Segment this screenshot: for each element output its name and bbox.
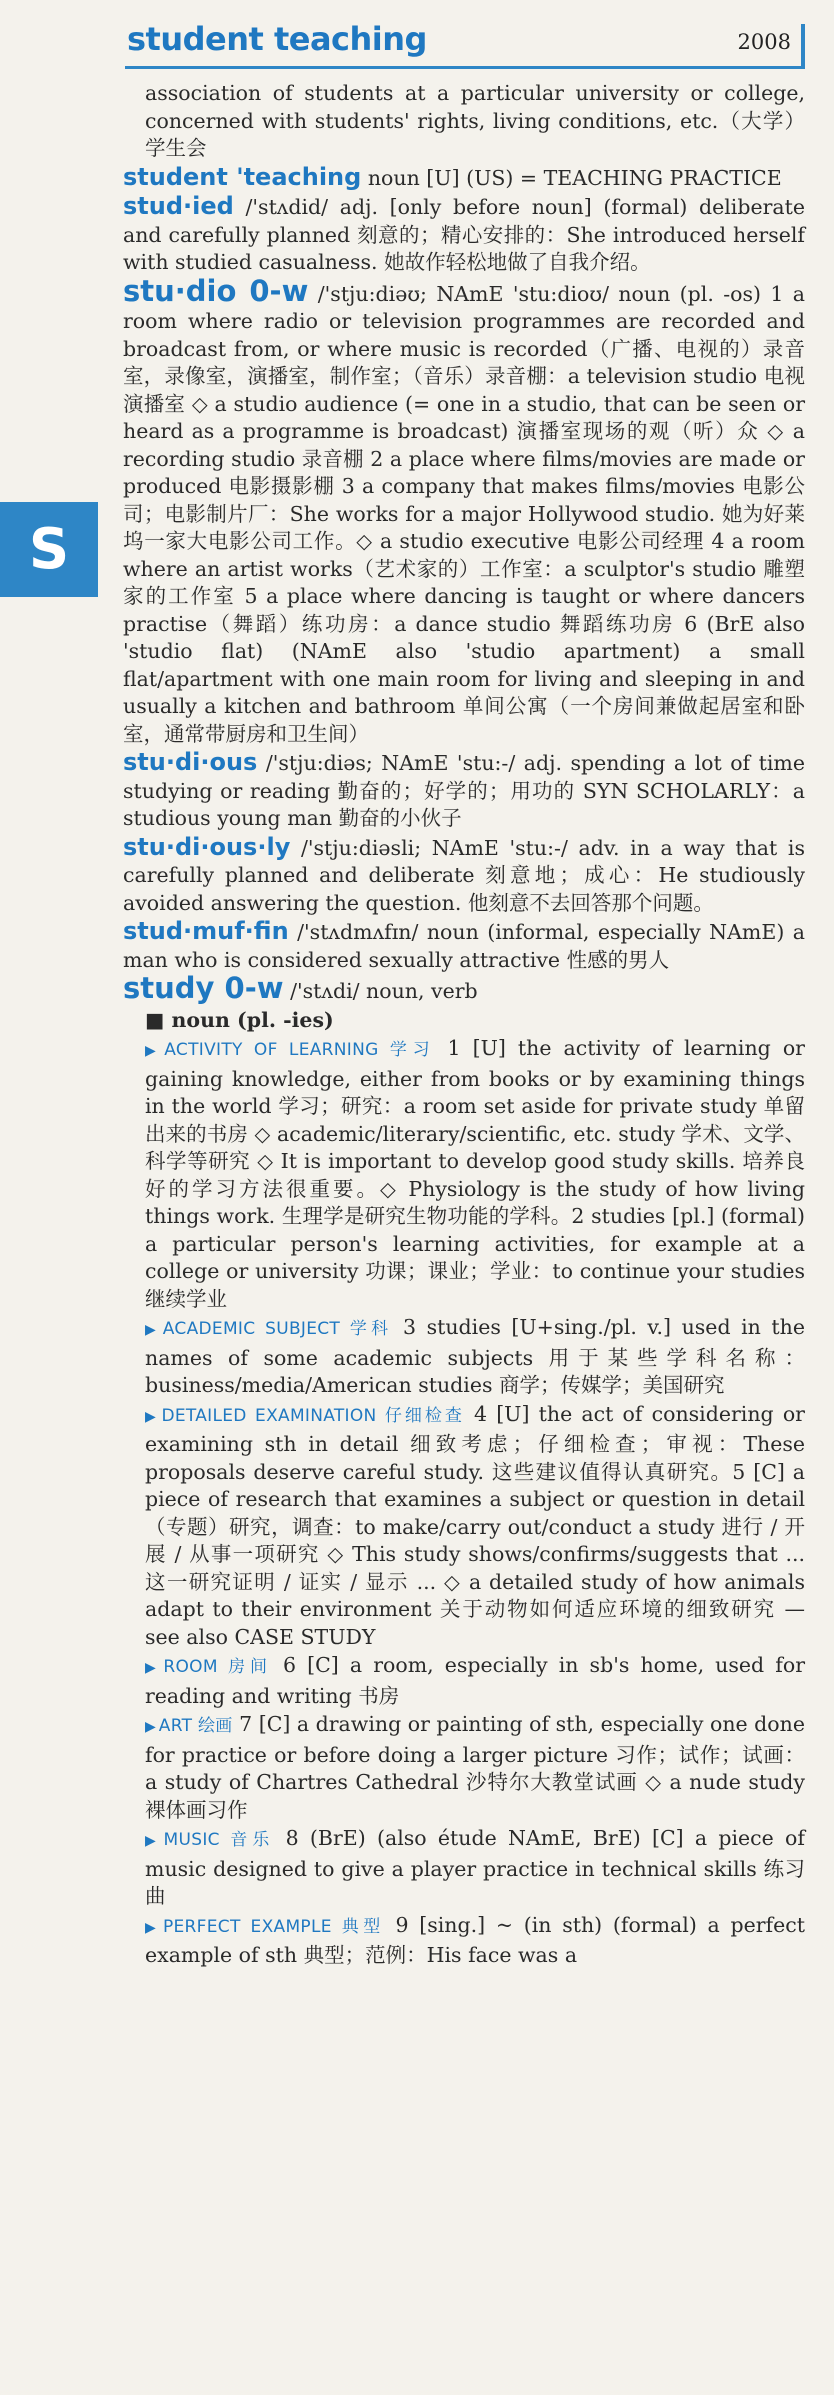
entry-text: 3 studies [U+sing./pl. v.] used in the names of some academic subjects 用于某些学科名称：business/media/American studies 商学；传媒学；美国研究 bbox=[145, 1315, 805, 1397]
entry-text: /'stju:diəsli; NAmE 'stu:-/ adv. in a way that is carefully planned and deliberate 刻意地；成心：He studiously avoided answering the question. 他刻意不去回答那个问题。 bbox=[123, 835, 805, 915]
arrow-icon: ▶ bbox=[145, 1833, 161, 1849]
arrow-icon: ▶ bbox=[145, 1919, 160, 1936]
guide-word: student teaching bbox=[127, 20, 427, 58]
sense-label: ACTIVITY OF LEARNING 学习 bbox=[164, 1040, 436, 1060]
sense bbox=[145, 1035, 805, 1313]
headword: stu·di·ous·ly bbox=[123, 832, 291, 861]
sense bbox=[145, 1912, 805, 1970]
entry bbox=[123, 164, 805, 193]
sense bbox=[145, 1711, 805, 1824]
entry-text: association of students at a particular university or college, concerned with students' rights, living conditions, etc.（大学）学生会 bbox=[145, 81, 805, 160]
sense-label: ACADEMIC SUBJECT 学科 bbox=[162, 1319, 393, 1339]
entry-continuation bbox=[145, 80, 805, 163]
arrow-icon: ▶ bbox=[145, 1043, 162, 1059]
headword: stu·di·ous bbox=[123, 748, 258, 776]
sense-label: MUSIC 音乐 bbox=[163, 1830, 275, 1850]
arrow-icon: ▶ bbox=[145, 1408, 159, 1425]
entry-text: 1 [U] the activity of learning or gaining knowledge, either from books or by examining things in the world 学习；研究：a room set aside for private study 单留出来的书房 ◇ academic/literary/scientific, etc. study 学术、文学、科学等研究 ◇ It is important to develop good study skills. 培养良好的学习方法很重要。◇ Physiology is the study of how living things work. 生理学是研究生物功能的学科。2 studies [pl.] (formal) a particular person's learning activities, for example at a college or university 功课；课业；学业：to continue your studies 继续学业 bbox=[145, 1036, 805, 1311]
entry-text: ■ noun (pl. -ies) bbox=[145, 1007, 334, 1032]
sense bbox=[145, 1825, 805, 1911]
headword: stud·ied bbox=[123, 192, 234, 220]
entry-text: /'stju:diəʊ; NAmE 'stu:dioʊ/ noun (pl. -os) 1 a room where radio or television programmes are recorded and broadcast from, or where music is recorded（广播、电视的）录音室，录像室，演播室，制作室；（音乐）录音棚：a television studio 电视演播室 ◇ a studio audience (= one in a studio, that can be seen or heard as a programme is broadcast) 演播室现场的观（听）众 ◇ a recording studio 录音棚 2 a place where films/movies are made or produced 电影摄影棚 3 a company that makes films/movies 电影公司；电影制片厂：She works for a major Hollywood studio. 她为好莱坞一家大电影公司工作。◇ a studio executive 电影公司经理 4 a room where an artist works（艺术家的）工作室：a sculptor's studio 雕塑家的工作室 5 a place where dancing is taught or where dancers practise（舞蹈）练功房：a dance studio 舞蹈练功房 6 (BrE also 'studio flat) (NAmE also 'studio apartment) a small flat/apartment with one main room for living and sleeping in and usually a kitchen and bathroom 单间公寓（一个房间兼做起居室和卧室，通常带厨房和卫生间） bbox=[123, 281, 806, 746]
entry-text: 7 [C] a drawing or painting of sth, especially one done for practice or before doing a larger picture 习作；试作；试画：a study of Chartres Cathedral 沙特尔大教堂试画 ◇ a nude study 裸体画习作 bbox=[145, 1712, 805, 1822]
sense bbox=[145, 1401, 805, 1652]
entry-text: 6 [C] a room, especially in sb's home, used for reading and writing 书房 bbox=[145, 1653, 805, 1708]
page-header bbox=[125, 18, 805, 69]
arrow-icon: ▶ bbox=[145, 1322, 160, 1338]
arrow-icon: ▶ bbox=[145, 1660, 161, 1676]
page-number: 2008 bbox=[737, 30, 791, 54]
entry-text: /'stʌdmʌfɪn/ noun (informal, especially NAmE) a man who is considered sexually attractive 性感的男人 bbox=[123, 920, 805, 972]
entry bbox=[123, 193, 805, 277]
entry bbox=[123, 834, 805, 918]
entry-text: /'stʌdid/ adj. [only before noun] (formal) deliberate and carefully planned 刻意的；精心安排的：She introduced herself with studied casualness. 她故作轻松地做了自我介绍。 bbox=[123, 195, 805, 274]
arrow-icon: ▶ bbox=[145, 1719, 156, 1735]
dictionary-column bbox=[123, 80, 806, 1971]
thumb-index-tab bbox=[0, 502, 98, 597]
sense-label: PERFECT EXAMPLE 典型 bbox=[162, 1916, 385, 1937]
headword: stud·muf·fin bbox=[123, 917, 289, 945]
thumb-tab-letter: S bbox=[28, 517, 70, 582]
sense-label: ART 绘画 bbox=[158, 1716, 233, 1736]
entry-text: /'stʌdi/ noun, verb bbox=[290, 979, 478, 1003]
entry-text: /'stju:diəs; NAmE 'stu:-/ adj. spending a lot of time studying or reading 勤奋的；好学的；用功的 SYN SCHOLARLY：a studious young man 勤奋的小伙子 bbox=[123, 751, 805, 830]
sense-label: ROOM 房间 bbox=[163, 1657, 272, 1677]
entry-text: noun [U] (US) = TEACHING PRACTICE bbox=[367, 165, 782, 190]
entry bbox=[123, 971, 805, 1006]
headword: student 'teaching bbox=[123, 162, 362, 191]
entry bbox=[123, 918, 805, 974]
entry-text: 9 [sing.] ~ (in sth) (formal) a perfect example of sth 典型；范例：His face was a bbox=[145, 1912, 805, 1967]
header-edge-bar bbox=[801, 24, 805, 66]
sense bbox=[145, 1652, 805, 1710]
headword: study 0-w bbox=[123, 971, 284, 1005]
sense bbox=[145, 1314, 805, 1400]
entry bbox=[123, 749, 805, 833]
part-of-speech-line bbox=[145, 1007, 805, 1035]
entry bbox=[123, 273, 806, 749]
headword: stu·dio 0-w bbox=[123, 273, 309, 308]
sense-label: DETAILED EXAMINATION 仔细检查 bbox=[161, 1405, 465, 1426]
entry-text: 4 [U] the act of considering or examining sth in detail 细致考虑；仔细检查；审视：These proposals deserve careful study. 这些建议值得认真研究。5 [C] a piece of research that examines a subject or question in detail（专题）研究，调查：to make/carry out/conduct a study 进行 / 开展 / 从事一项研究 ◇ This study shows/confirms/suggests that ... 这一研究证明 / 证实 / 显示 ... ◇ a detailed study of how animals adapt to their environment 关于动物如何适应环境的细致研究 — see also CASE STUDY bbox=[145, 1401, 805, 1649]
entry-text: 8 (BrE) (also étude NAmE, BrE) [C] a piece of music designed to give a player practice in technical skills 练习曲 bbox=[145, 1826, 805, 1908]
